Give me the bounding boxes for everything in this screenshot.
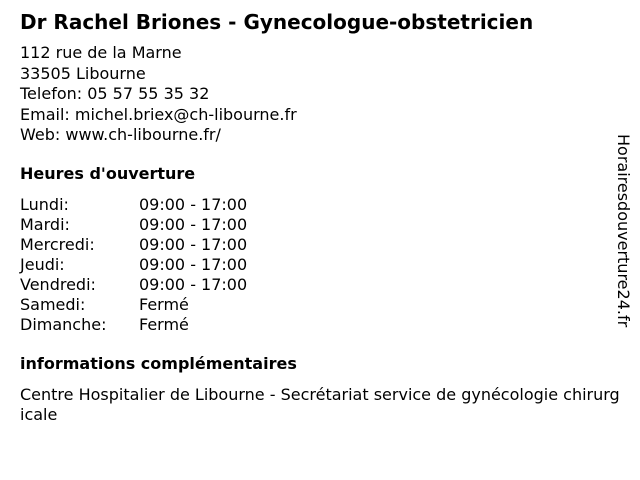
hours-day: Jeudi: (20, 255, 65, 274)
additional-info-heading: informations complémentaires (20, 354, 297, 373)
email-address: Email: michel.briex@ch-libourne.fr (20, 104, 297, 124)
address-block (20, 43, 297, 146)
page-title: Dr Rachel Briones - Gynecologue-obstetricien (20, 10, 534, 34)
city: 33505 Libourne (20, 63, 146, 83)
hours-day: Vendredi: (20, 275, 96, 294)
hours-day: Samedi: (20, 295, 86, 314)
hours-row-wednesday (20, 235, 247, 255)
hours-time: Fermé (139, 295, 189, 314)
hours-row-monday (20, 195, 247, 215)
opening-hours-heading: Heures d'ouverture (20, 164, 196, 183)
site-watermark: Horairesdouverture24.fr (614, 134, 633, 328)
hours-day: Dimanche: (20, 315, 107, 334)
hours-row-thursday (20, 255, 247, 275)
website: Web: www.ch-libourne.fr/ (20, 125, 221, 144)
hours-row-sunday (20, 315, 247, 335)
hours-time: 09:00 - 17:00 (139, 255, 248, 274)
phone-number: Telefon: 05 57 55 35 32 (20, 84, 210, 103)
street-address: 112 rue de la Marne (20, 43, 182, 62)
hours-time: 09:00 - 17:00 (139, 195, 248, 214)
hours-day: Mardi: (20, 215, 70, 234)
hours-row-friday (20, 275, 247, 295)
hours-row-tuesday (20, 215, 247, 235)
hours-time: 09:00 - 17:00 (139, 275, 248, 294)
additional-info-text: Centre Hospitalier de Libourne - Secrétariat service de gynécologie chirurgicale (20, 385, 620, 424)
opening-hours-table (20, 195, 247, 335)
hours-time: Fermé (139, 315, 189, 334)
hours-time: 09:00 - 17:00 (139, 235, 248, 254)
hours-row-saturday (20, 295, 247, 315)
hours-day: Lundi: (20, 195, 69, 214)
hours-time: 09:00 - 17:00 (139, 215, 248, 234)
hours-day: Mercredi: (20, 235, 95, 254)
